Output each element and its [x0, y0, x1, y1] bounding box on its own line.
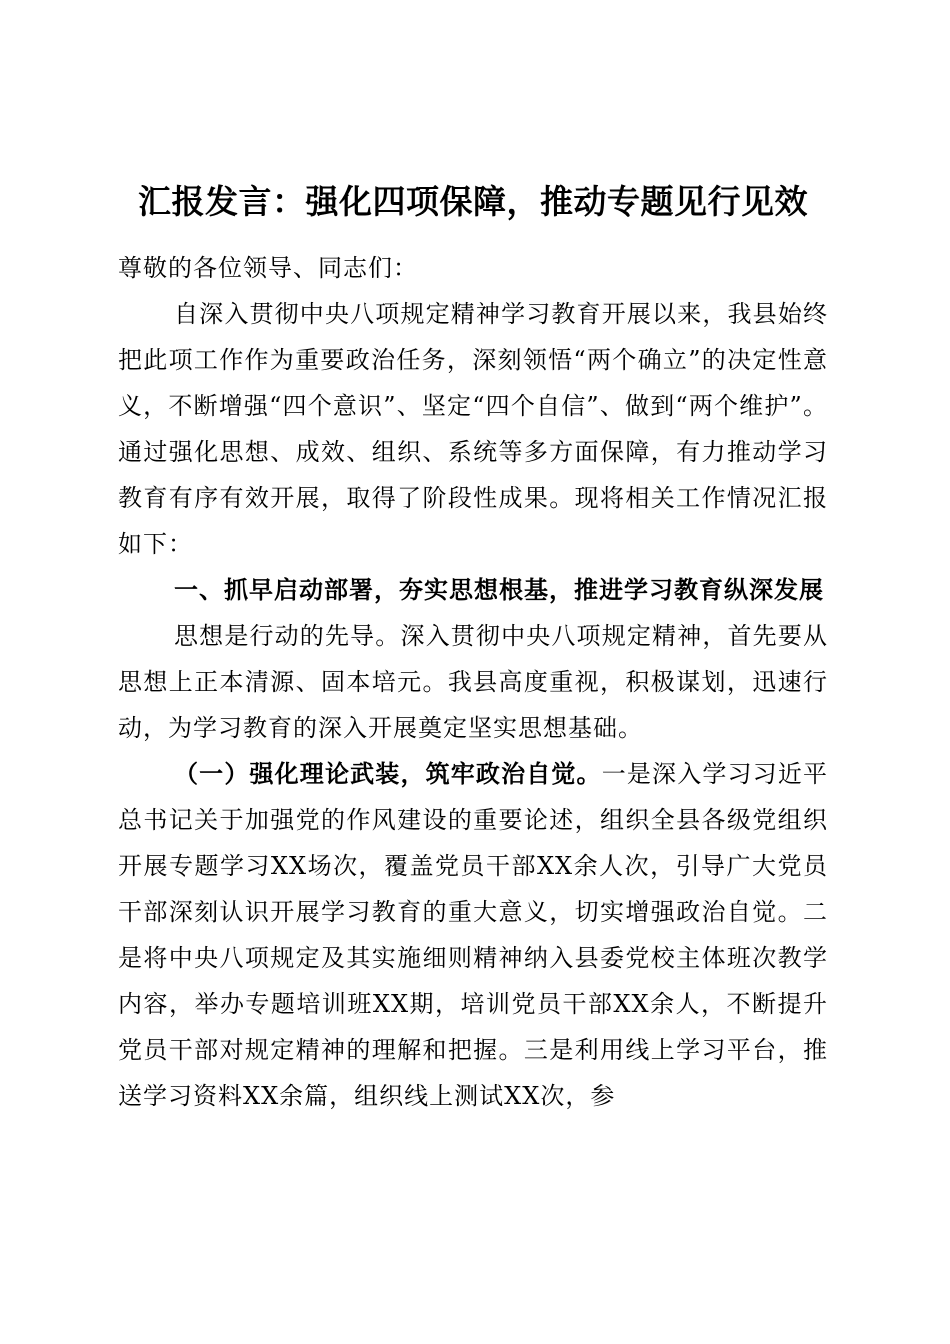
document-page	[118, 0, 828, 1344]
subsection-1-paragraph	[118, 751, 828, 1119]
subsection-1-body: 一是深入学习习近平总书记关于加强党的作风建设的重要论述，组织全县各级党组织开展专题学习XX场次，覆盖党员干部XX余人次，引导广大党员干部深刻认识开展学习教育的重大意义，切实增强政治自觉。二是将中央八项规定及其实施细则精神纳入县委党校主体班次教学内容，举办专题培训班XX期，培训党员干部XX余人，不断提升党员干部对规定精神的理解和把握。三是利用线上学习平台，推送学习资料XX余篇，组织线上测试XX次，参	[118, 760, 828, 1110]
section-1-paragraph: 思想是行动的先导。深入贯彻中央八项规定精神，首先要从思想上正本清源、固本培元。我县高度重视，积极谋划，迅速行动，为学习教育的深入开展奠定坚实思想基础。	[118, 622, 828, 742]
subsection-1-heading: （一）强化理论武装，筑牢政治自觉。	[174, 760, 602, 788]
document-body	[118, 245, 828, 1119]
intro-paragraph: 自深入贯彻中央八项规定精神学习教育开展以来，我县始终把此项工作作为重要政治任务，深刻领悟“两个确立”的决定性意义，不断增强“四个意识”、坚定“四个自信”、做到“两个维护”。通过强化思想、成效、组织、系统等多方面保障，有力推动学习教育有序有效开展，取得了阶段性成果。现将相关工作情况汇报如下：	[118, 300, 828, 558]
document-title: 汇报发言：强化四项保障，推动专题见行见效	[138, 182, 808, 221]
salutation: 尊敬的各位领导、同志们：	[118, 254, 418, 282]
section-1-heading: 一、抓早启动部署，夯实思想根基，推进学习教育纵深发展	[174, 576, 824, 604]
